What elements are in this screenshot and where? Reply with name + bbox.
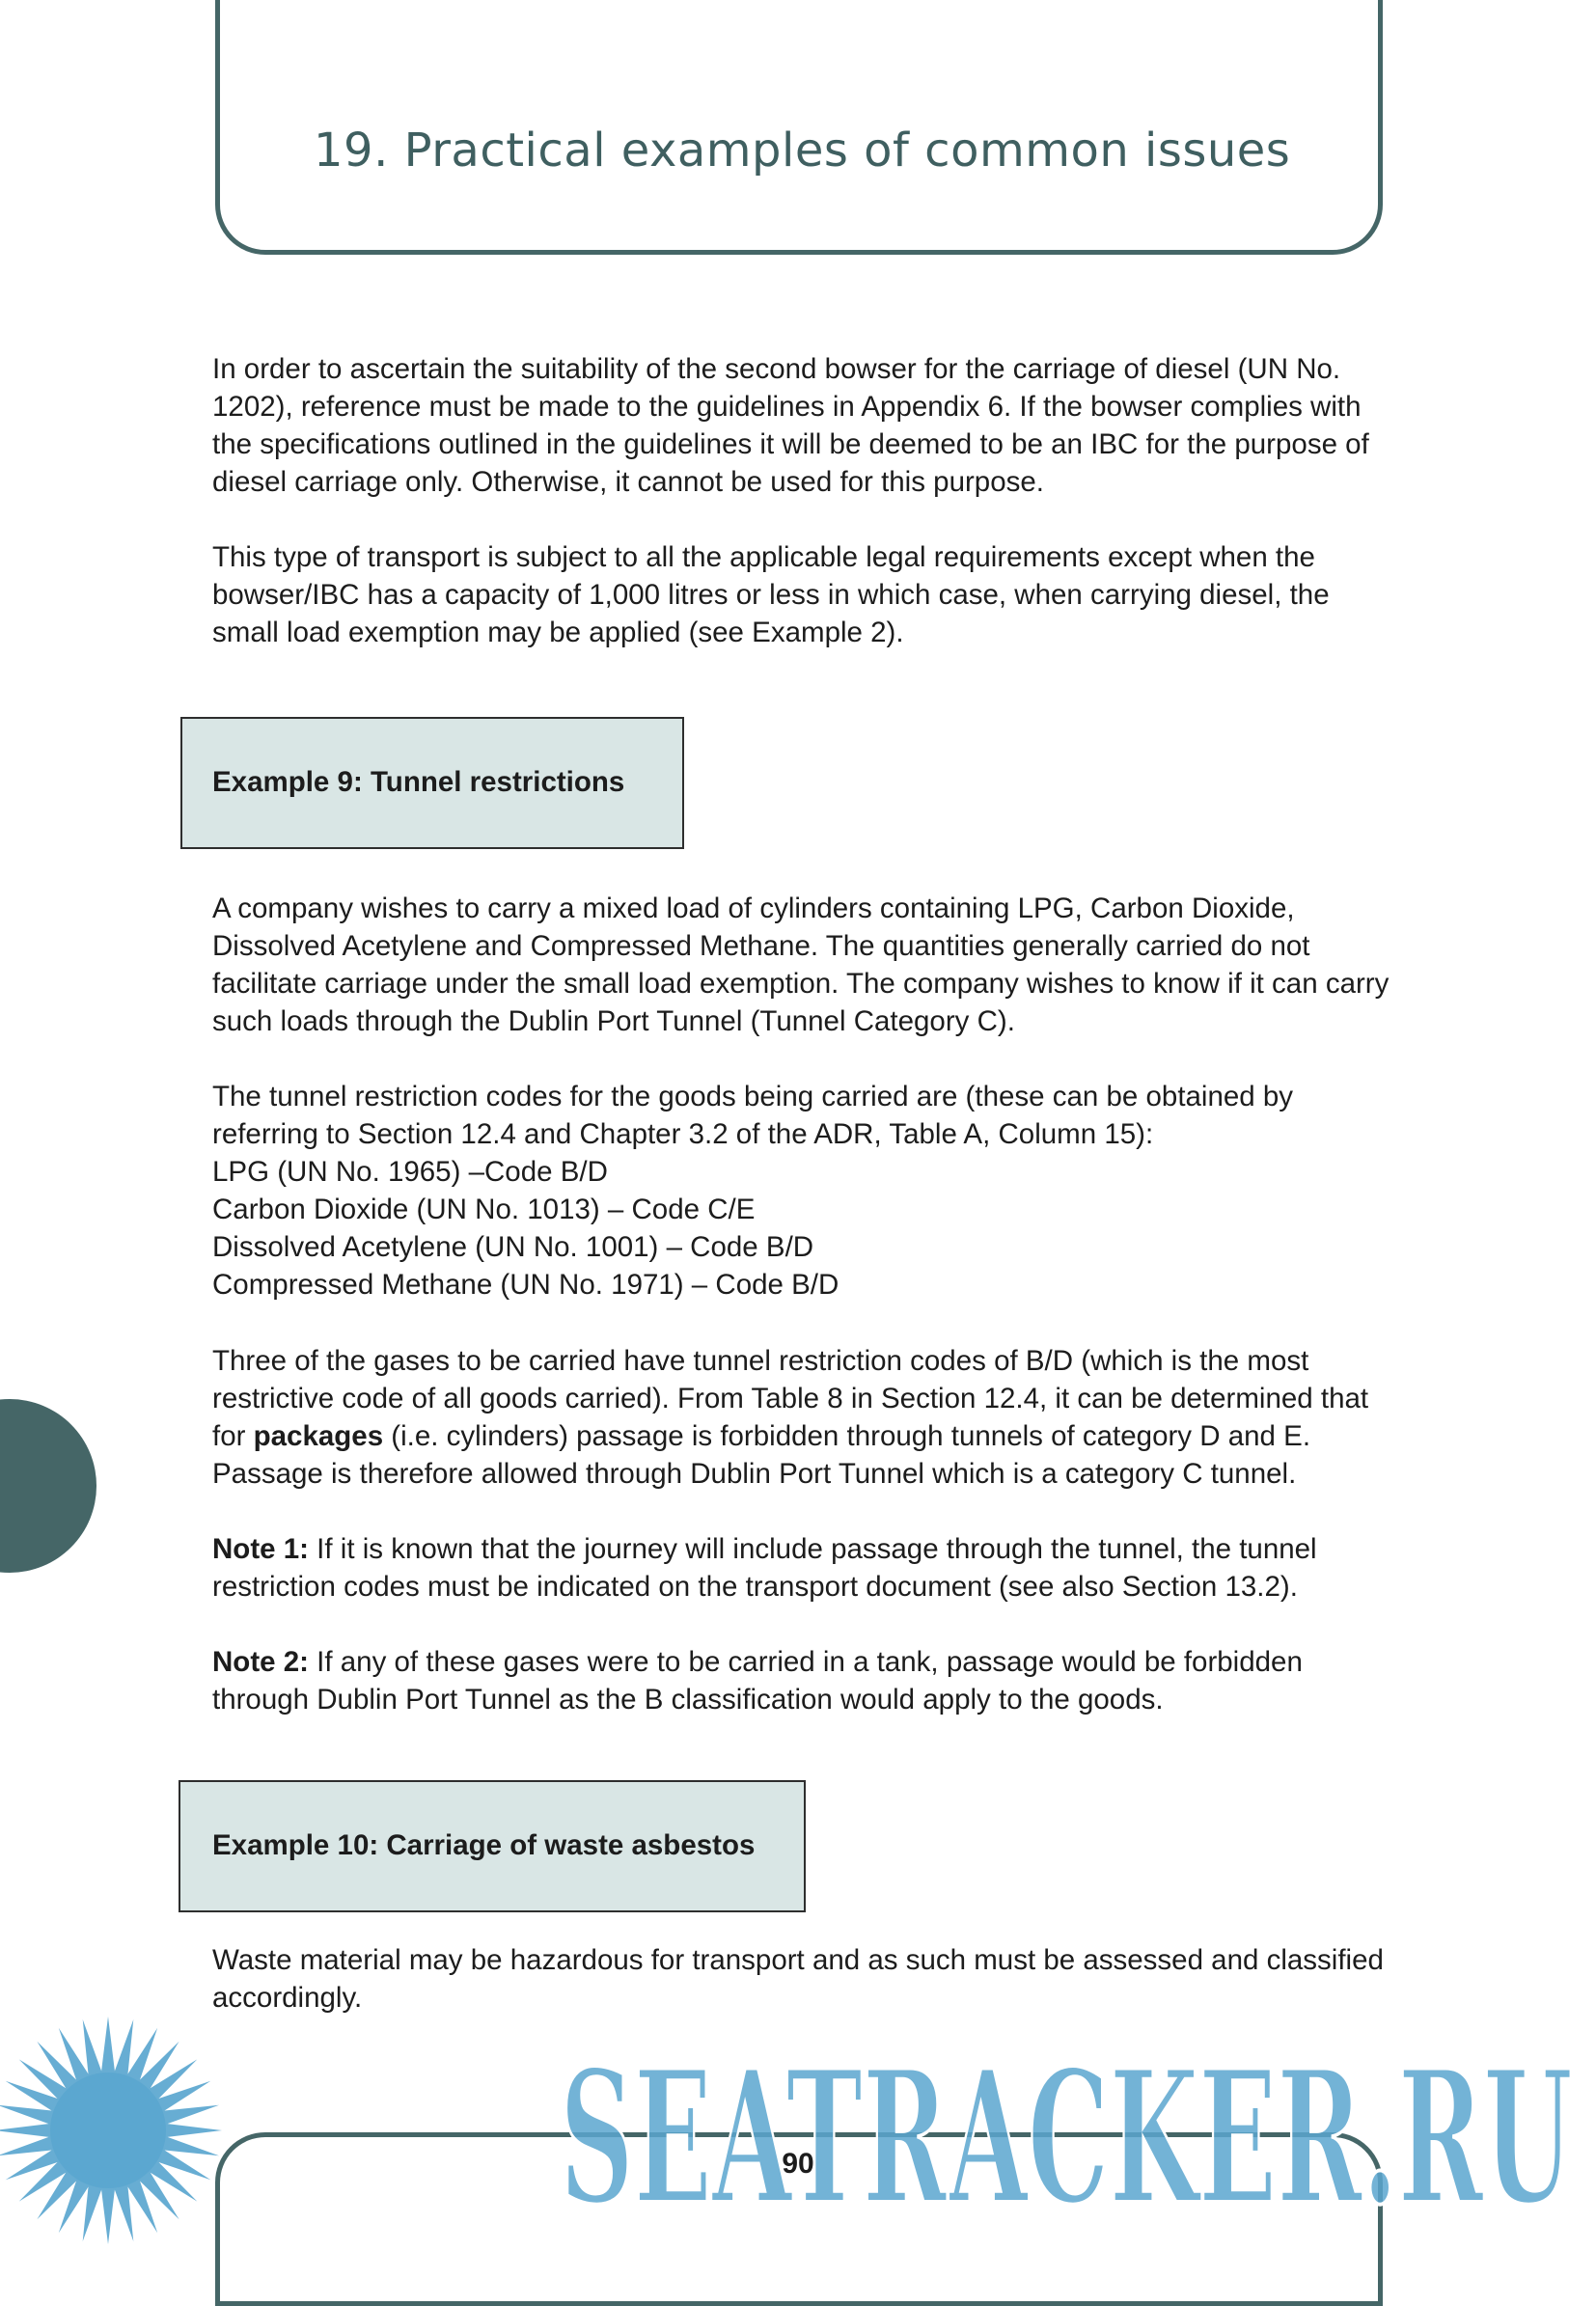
side-tab-marker — [0, 1399, 96, 1573]
watermark-text: SEATRACKER.RU — [560, 2030, 1573, 2245]
code-item-compressed-methane: Compressed Methane (UN No. 1971) – Code B/D — [212, 1269, 839, 1301]
code-item-dissolved-acetylene: Dissolved Acetylene (UN No. 1001) – Code B/D — [212, 1231, 814, 1263]
tunnel-codes-intro: The tunnel restriction codes for the goods being carried are (these can be obtained by referring to Section 12.4 and Chapter 3.2 of the ADR, Table A, Column 15): — [212, 1081, 1294, 1150]
code-item-carbon-dioxide: Carbon Dioxide (UN No. 1013) – Code C/E — [212, 1194, 756, 1225]
paragraph-waste-material: Waste material may be hazardous for transport and as such must be assessed and classified accordingly. — [212, 1944, 1384, 2014]
chapter-title: 19. Practical examples of common issues — [314, 124, 1291, 178]
example-9-title: Example 9: Tunnel restrictions — [212, 766, 625, 798]
paragraph-mixed-load: A company wishes to carry a mixed load of cylinders containing LPG, Carbon Dioxide, Dissolved Acetylene and Compressed Methane. The quantities generally carried do not facilitate carriage under the small load exemption. The company wishes to know if it can carry such loads through the Dublin Port Tunnel (Tunnel Category C). — [212, 892, 1390, 1037]
paragraph-tunnel-analysis: Three of the gases to be carried have tunnel restriction codes of B/D (which is the most restrictive code of all goods carried). From Table 8 in Section 12.4, it can be determined that for packages (i.e. cylinders) passage is forbidden through tunnels of category D and E. Passage is therefore allowed through Dublin Port Tunnel which is a category C tunnel. — [212, 1345, 1369, 1490]
page-number: 90 — [782, 2148, 814, 2180]
note-2-label: Note 2: — [212, 1646, 309, 1678]
code-item-lpg: LPG (UN No. 1965) –Code B/D — [212, 1156, 608, 1188]
paragraph-legal-requirements: This type of transport is subject to all the applicable legal requirements except when the bowser/IBC has a capacity of 1,000 litres or less in which case, when carrying diesel, the small load exemption may be applied (see Example 2). — [212, 541, 1330, 648]
packages-emphasis: packages — [253, 1420, 384, 1452]
note-1: Note 1: If it is known that the journey will include passage through the tunnel, the tunnel restriction codes must be indicated on the transport document (see also Section 13.2). — [212, 1533, 1317, 1603]
paragraph-bowser-suitability: In order to ascertain the suitability of the second bowser for the carriage of diesel (UN No. 1202), reference must be made to the guidelines in Appendix 6. If the bowser complies with the specifications outlined in the guidelines it will be deemed to be an IBC for the purpose of diesel carriage only. Otherwise, it cannot be used for this purpose. — [212, 353, 1369, 498]
sun-burst-icon — [0, 2017, 222, 2244]
example-10-title: Example 10: Carriage of waste asbestos — [212, 1829, 756, 1861]
tunnel-codes-block — [212, 1078, 1399, 1304]
note-2: Note 2: If any of these gases were to be carried in a tank, passage would be forbidden through Dublin Port Tunnel as the B classification would apply to the goods. — [212, 1646, 1303, 1716]
note-1-label: Note 1: — [212, 1533, 309, 1565]
